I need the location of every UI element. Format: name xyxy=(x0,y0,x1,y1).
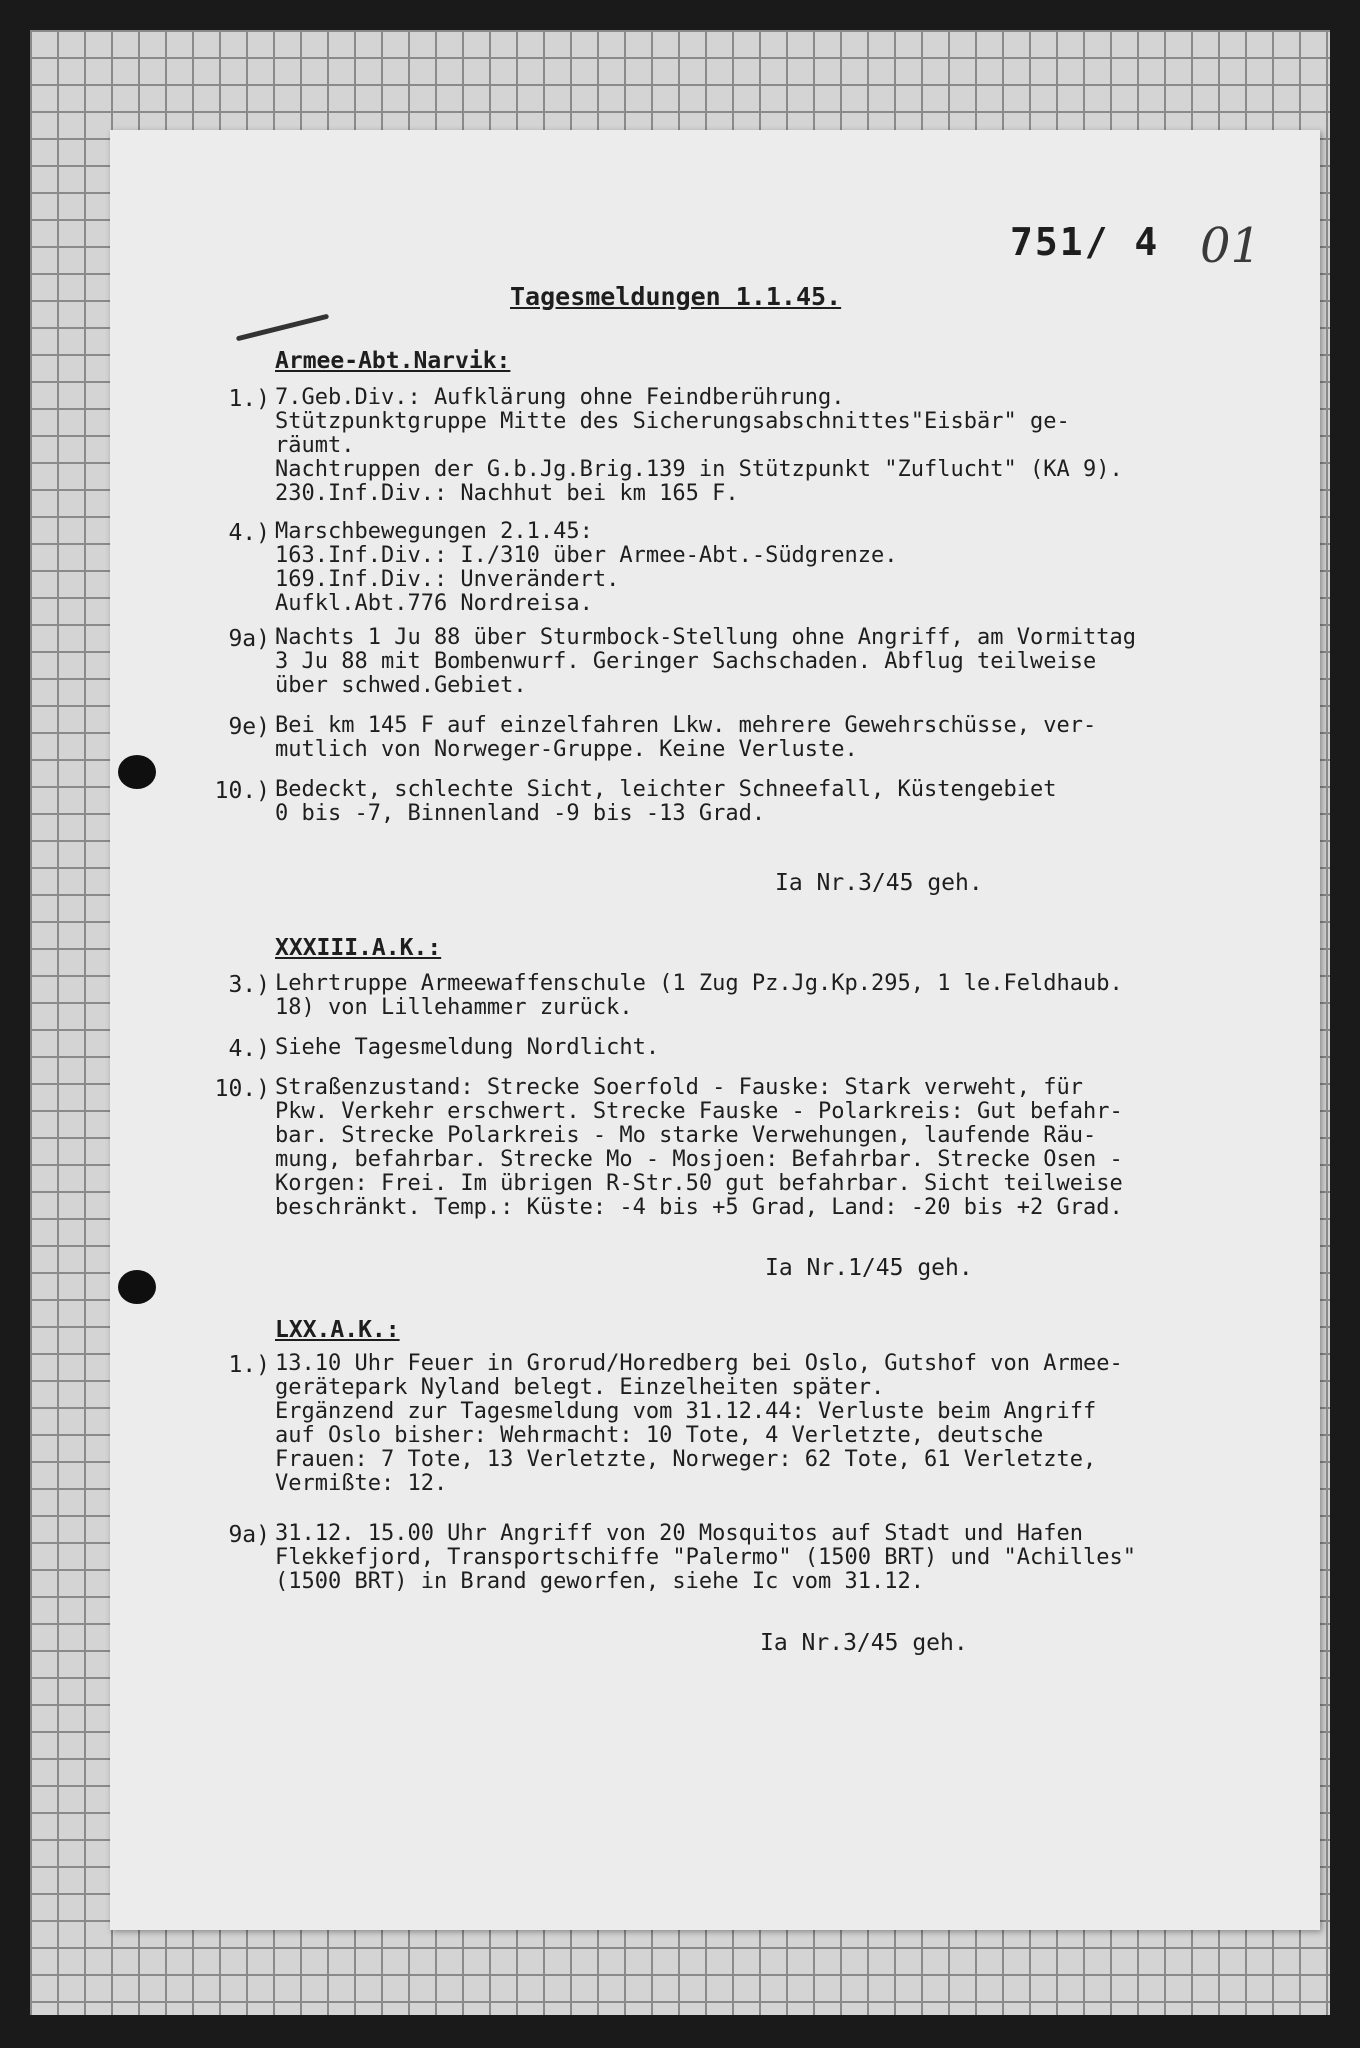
entry-number: 9a) xyxy=(228,626,270,652)
section-heading: Armee-Abt.Narvik: xyxy=(275,348,511,374)
entry-number: 4.) xyxy=(228,1036,270,1062)
entry-text: 31.12. 15.00 Uhr Angriff von 20 Mosquitos auf Stadt und Hafen Flekkefjord, Transportschiffe "Palermo" (1500 BRT) und "Achilles" (1500 BRT) in Brand geworfen, siehe Ic vom 31.12. xyxy=(275,1521,1136,1594)
punch-hole-lower xyxy=(118,1270,156,1304)
entry-text: 7.Geb.Div.: Aufklärung ohne Feindberührung. Stützpunktgruppe Mitte des Sicherungsabschnittes"Eisbär" ge- räumt. Nachtruppen der G.b.Jg.Brig.139 in Stützpunkt "Zuflucht" (KA 9). 230.Inf.Div.: Nachhut bei km 165 F. xyxy=(275,385,1123,506)
document-page xyxy=(110,130,1320,1930)
entry-text: Marschbewegungen 2.1.45: 163.Inf.Div.: I./310 über Armee-Abt.-Südgrenze. 169.Inf.Div.: Unverändert. Aufkl.Abt.776 Nordreisa. xyxy=(275,519,898,616)
entry-number: 4.) xyxy=(228,520,270,546)
entry-text: Bedeckt, schlechte Sicht, leichter Schneefall, Küstengebiet 0 bis -7, Binnenland -9 bis -13 Grad. xyxy=(275,777,1057,826)
entry-number: 9e) xyxy=(228,714,270,740)
reference-sign: Ia Nr.1/45 geh. xyxy=(765,1255,973,1281)
reference-sign: Ia Nr.3/45 geh. xyxy=(760,1630,968,1656)
entry-text: Nachts 1 Ju 88 über Sturmbock-Stellung ohne Angriff, am Vormittag 3 Ju 88 mit Bombenwurf. Geringer Sachschaden. Abflug teilweise über schwed.Gebiet. xyxy=(275,625,1136,698)
reference-sign: Ia Nr.3/45 geh. xyxy=(775,870,983,896)
entry-text: Lehrtruppe Armeewaffenschule (1 Zug Pz.Jg.Kp.295, 1 le.Feldhaub. 18) von Lillehammer zurück. xyxy=(275,971,1123,1020)
entry-number: 3.) xyxy=(228,972,270,998)
section-heading: XXXIII.A.K.: xyxy=(275,935,442,961)
entry-number: 1.) xyxy=(228,386,270,412)
section-heading: LXX.A.K.: xyxy=(275,1317,400,1343)
document-number: 751/ 4 xyxy=(1010,220,1160,264)
entry-number: 10.) xyxy=(214,1076,270,1102)
photo-background xyxy=(30,30,1330,2015)
entry-number: 1.) xyxy=(228,1352,270,1378)
document-title: Tagesmeldungen 1.1.45. xyxy=(510,282,842,311)
entry-text: 13.10 Uhr Feuer in Grorud/Horedberg bei Oslo, Gutshof von Armee- gerätepark Nyland belegt. Einzelheiten später. Ergänzend zur Tagesmeldung vom 31.12.44: Verluste beim Angriff auf Oslo bisher: Wehrmacht: 10 Tote, 4 Verletzte, deutsche Frauen: 7 Tote, 13 Verletzte, Norweger: 62 Tote, 61 Verletzte, Vermißte: 12. xyxy=(275,1351,1123,1496)
punch-hole-upper xyxy=(118,755,156,789)
entry-text: Siehe Tagesmeldung Nordlicht. xyxy=(275,1035,660,1060)
entry-number: 10.) xyxy=(214,778,270,804)
handwritten-mark: 01 xyxy=(1200,218,1262,274)
entry-text: Bei km 145 F auf einzelfahren Lkw. mehrere Gewehrschüsse, ver- mutlich von Norweger-Gruppe. Keine Verluste. xyxy=(275,713,1097,762)
entry-text: Straßenzustand: Strecke Soerfold - Fauske: Stark verweht, für Pkw. Verkehr erschwert. Strecke Fauske - Polarkreis: Gut befahr- bar. Strecke Polarkreis - Mo starke Verwehungen, laufende Räu- mung, befahrbar. Strecke Mo - Mosjoen: Befahrbar. Strecke Osen - Korgen: Frei. Im übrigen R-Str.50 gut befahrbar. Sicht teilweise beschränkt. Temp.: Küste: -4 bis +5 Grad, Land: -20 bis +2 Grad. xyxy=(275,1075,1123,1220)
pen-mark xyxy=(236,314,329,342)
entry-number: 9a) xyxy=(228,1522,270,1548)
